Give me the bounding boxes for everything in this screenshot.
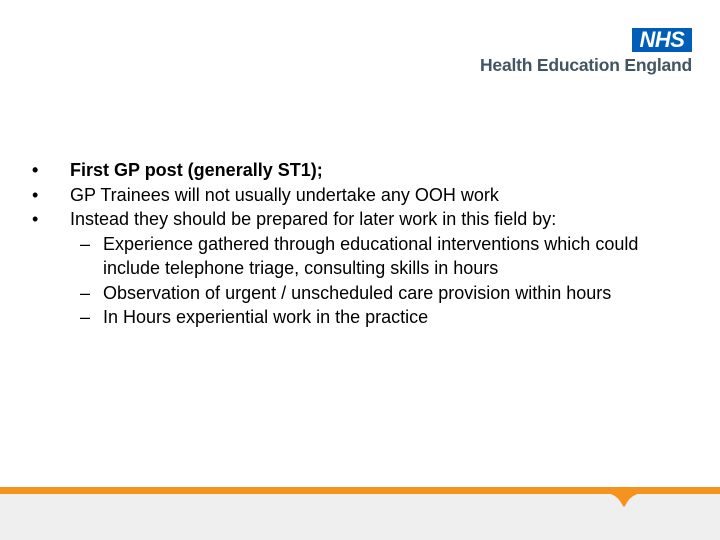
- sub-bullet-text: Observation of urgent / unscheduled care provision within hours: [103, 282, 612, 303]
- nhs-logo-badge: NHS: [632, 28, 692, 52]
- bullet-marker: •: [32, 184, 39, 205]
- dash-marker: –: [80, 307, 91, 327]
- sub-bullet-text: In Hours experiential work in the practice: [103, 307, 429, 327]
- bullet-marker: •: [32, 209, 39, 229]
- footer-notch-icon: [607, 493, 641, 507]
- bullet-marker: •: [32, 160, 39, 180]
- bullet-item: [30, 158, 680, 183]
- sub-bullet-text: Experience gathered through educational interventions which could include telephone triage, consulting skills in hours: [103, 233, 639, 278]
- bullet-text: Instead they should be prepared for later work in this field by:: [70, 209, 557, 229]
- dash-marker: –: [80, 282, 91, 303]
- bullet-item: [30, 207, 680, 232]
- bullet-text: GP Trainees will not usually undertake any OOH work: [70, 184, 499, 205]
- dash-marker: –: [80, 233, 91, 254]
- slide-body: [30, 158, 680, 330]
- sub-bullet-item: [30, 305, 680, 330]
- sub-bullet-item: [30, 281, 680, 306]
- bullet-item: [30, 183, 680, 208]
- sub-bullet-item: [30, 232, 680, 281]
- hee-logo: [432, 28, 692, 78]
- bullet-text: First GP post (generally ST1);: [70, 160, 323, 180]
- organisation-name: Health Education England: [479, 55, 692, 75]
